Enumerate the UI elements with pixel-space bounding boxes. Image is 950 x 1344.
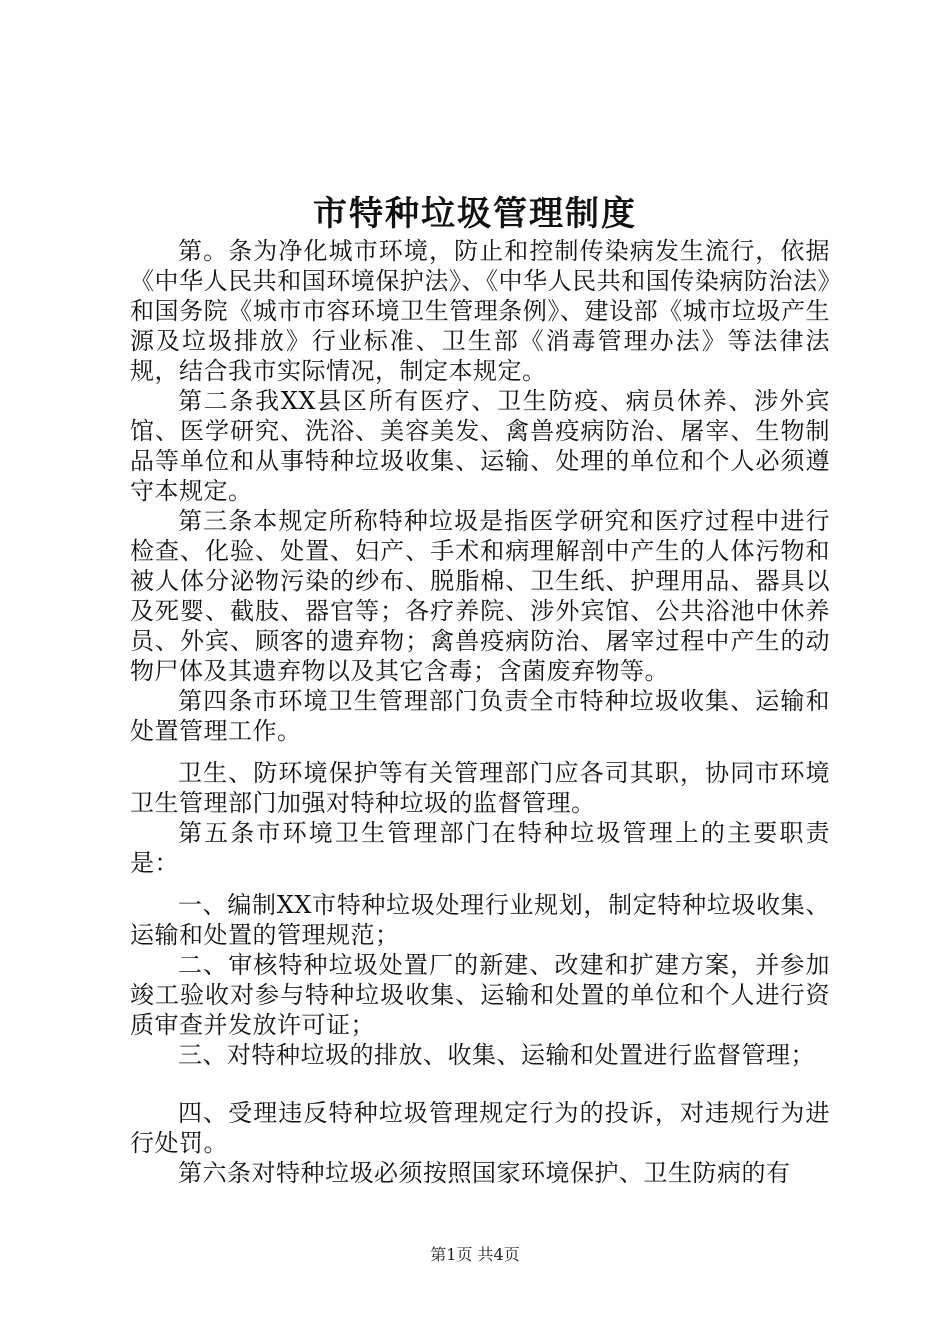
paragraph-duty-4: 四、受理违反特种垃圾管理规定行为的投诉，对违规行为进行处罚。: [130, 1099, 830, 1157]
paragraph-article-3: 第三条本规定所称特种垃圾是指医学研究和医疗过程中进行检查、化验、处置、妇产、手术和病理解剖中产生的人体污物和被人体分泌物污染的纱布、脱脂棉、卫生纸、护理用品、器具以及死婴、截肢、器官等；各疗养院、涉外宾馆、公共浴池中休养员、外宾、顾客的遗弃物；禽兽疫病防治、屠宰过程中产生的动物尸体及其遗弃物以及其它含毒；含菌废弃物等。: [130, 507, 830, 685]
paragraph-duty-1: 一、编制XX市特种垃圾处理行业规划，制定特种垃圾收集、运输和处置的管理规范；: [130, 891, 830, 949]
paragraph-article-5: 第五条市环境卫生管理部门在特种垃圾管理上的主要职责是：: [130, 819, 830, 877]
paragraph-article-4-note: 卫生、防环境保护等有关管理部门应各司其职，协同市环境卫生管理部门加强对特种垃圾的监督管理。: [130, 759, 830, 817]
paragraph-article-6: 第六条对特种垃圾必须按照国家环境保护、卫生防病的有: [178, 1159, 791, 1187]
paragraph-article-4: 第四条市环境卫生管理部门负责全市特种垃圾收集、运输和处置管理工作。: [130, 687, 830, 745]
document-body: [130, 236, 830, 1188]
paragraph-duty-3: 三、对特种垃圾的排放、收集、运输和处置进行监督管理；: [178, 1041, 815, 1069]
paragraph-duty-2: 二、审核特种垃圾处置厂的新建、改建和扩建方案，并参加竣工验收对参与特种垃圾收集、运输和处置的单位和个人进行资质审查并发放许可证；: [130, 951, 830, 1039]
paragraph-article-1: 第。条为净化城市环境，防止和控制传染病发生流行，依据《中华人民共和国环境保护法》、《中华人民共和国传染病防治法》和国务院《城市市容环境卫生管理条例》、建设部《城市垃圾产生源及垃圾排放》行业标准、卫生部《消毒管理办法》等法律法规，结合我市实际情况，制定本规定。: [130, 237, 830, 385]
paragraph-article-2: 第二条我XX县区所有医疗、卫生防疫、病员休养、涉外宾馆、医学研究、洗浴、美容美发、禽兽疫病防治、屠宰、生物制品等单位和从事特种垃圾收集、运输、处理的单位和个人必须遵守本规定。: [130, 387, 830, 505]
paragraph-spacer: [130, 1070, 830, 1098]
document-title: 市特种垃圾管理制度: [313, 194, 637, 234]
page-number-footer: 第1页 共4页: [430, 1245, 520, 1264]
